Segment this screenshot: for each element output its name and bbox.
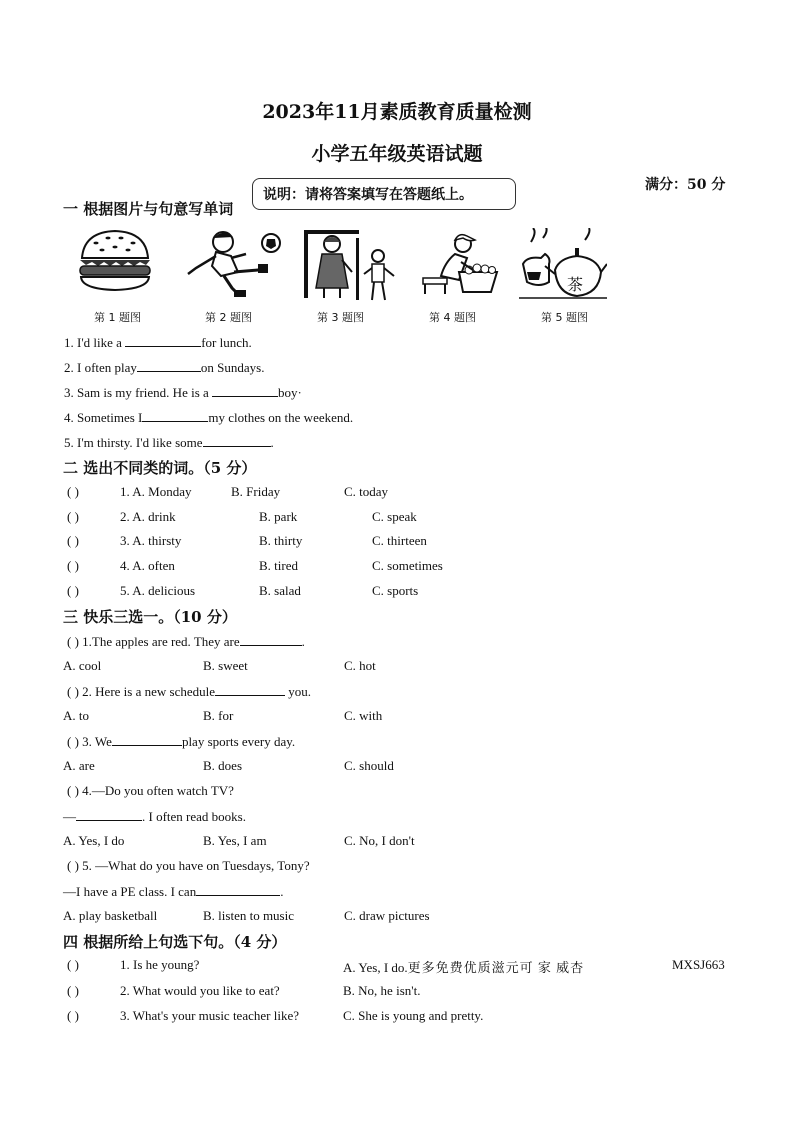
answer-paren[interactable]: ( ) bbox=[67, 983, 79, 998]
answer-blank[interactable] bbox=[112, 733, 182, 746]
option-a: 5. A. delicious bbox=[120, 583, 196, 598]
s4-answer-a bbox=[343, 957, 584, 976]
answer-paren[interactable]: ( ) bbox=[67, 634, 79, 649]
s3-question-2 bbox=[67, 683, 311, 700]
option-c: C. today bbox=[344, 484, 389, 499]
section2-heading: 二 选出不同类的词。（5 分） bbox=[63, 459, 257, 477]
option-b: B. salad bbox=[259, 583, 301, 598]
answer-blank[interactable] bbox=[240, 633, 302, 646]
s3-q1-text-end: . bbox=[301, 634, 305, 649]
s1-q3-text-a: 3. Sam is my friend. He is a bbox=[64, 385, 209, 400]
s4-q1-text: 1. Is he young? bbox=[120, 957, 200, 972]
option-b: B. for bbox=[203, 708, 234, 723]
total-score: 满分：50 分 bbox=[645, 177, 726, 193]
answer-paren[interactable]: ( ) bbox=[67, 684, 79, 699]
s1-q5-text-b: . bbox=[270, 435, 274, 450]
s3-q5-text-b: —I have a PE class. I can bbox=[63, 884, 197, 899]
option-a: 3. A. thirsty bbox=[120, 533, 182, 548]
option-a: A. Yes, I do bbox=[63, 833, 125, 848]
washing-clothes-icon bbox=[417, 232, 503, 300]
notice-text: 说明：请将答案填写在答题纸上。 bbox=[263, 187, 473, 203]
s1-question-3 bbox=[64, 384, 302, 401]
s4-q2-text: 2. What would you like to eat? bbox=[120, 983, 280, 998]
caption-picture-4: 第 4 题图 bbox=[429, 311, 476, 324]
answer-paren[interactable]: ( ) bbox=[67, 533, 79, 548]
caption-picture-2: 第 2 题图 bbox=[205, 311, 252, 324]
option-c: C. hot bbox=[344, 658, 376, 673]
option-c: C. sports bbox=[372, 583, 419, 598]
teapot-icon bbox=[519, 228, 607, 302]
s3-question-5-line2 bbox=[63, 883, 283, 900]
s3-q4-text: 4.—Do you often watch TV? bbox=[82, 783, 234, 798]
s4-q3-text: 3. What's your music teacher like? bbox=[120, 1008, 299, 1023]
svg-text:茶: 茶 bbox=[567, 275, 584, 294]
s1-q1-text-b: for lunch. bbox=[201, 335, 252, 350]
caption-picture-5: 第 5 题图 bbox=[541, 311, 588, 324]
option-c: C. draw pictures bbox=[344, 908, 430, 923]
answer-paren[interactable]: ( ) bbox=[67, 509, 79, 524]
s3-question-4-line2 bbox=[63, 808, 246, 825]
answer-paren[interactable]: ( ) bbox=[67, 583, 79, 598]
s3-q1-text: 1.The apples are red. They are bbox=[82, 634, 240, 649]
option-b: B. park bbox=[259, 509, 298, 524]
section3-heading: 三 快乐三选一。（10 分） bbox=[63, 608, 237, 626]
answer-paren[interactable]: ( ) bbox=[67, 484, 79, 499]
option-c: C. thirteen bbox=[372, 533, 427, 548]
s1-q3-text-b: boy· bbox=[278, 385, 302, 400]
s1-q5-text-a: 5. I'm thirsty. I'd like some bbox=[64, 435, 203, 450]
answer-paren[interactable]: ( ) bbox=[67, 1008, 79, 1023]
option-b: B. tired bbox=[259, 558, 298, 573]
answer-paren[interactable]: ( ) bbox=[67, 783, 79, 798]
option-a: 4. A. often bbox=[120, 558, 175, 573]
s1-q1-text-a: 1. I'd like a bbox=[64, 335, 122, 350]
answer-blank[interactable] bbox=[125, 334, 201, 347]
s3-q5-text: 5. —What do you have on Tuesdays, Tony? bbox=[82, 858, 310, 873]
answer-paren[interactable]: ( ) bbox=[67, 957, 79, 972]
option-c: C. No, I don't bbox=[344, 833, 415, 848]
soccer-kick-icon bbox=[176, 228, 288, 300]
exam-title: 2023年11月素质教育质量检测 bbox=[262, 101, 532, 123]
option-c: C. speak bbox=[372, 509, 417, 524]
option-b: B. Friday bbox=[231, 484, 281, 499]
s4-answer-b: B. No, he isn't. bbox=[343, 983, 421, 998]
option-b: B. thirty bbox=[259, 533, 303, 548]
doc-code: MXSJ663 bbox=[672, 957, 725, 972]
answer-paren[interactable]: ( ) bbox=[67, 858, 79, 873]
option-b: B. Yes, I am bbox=[203, 833, 267, 848]
s1-q4-text-a: 4. Sometimes I bbox=[64, 410, 143, 425]
s3-question-5 bbox=[67, 858, 310, 874]
answer-blank[interactable] bbox=[137, 359, 201, 372]
old-lady-child-icon bbox=[302, 228, 398, 302]
s3-q2-text: 2. Here is a new schedule bbox=[82, 684, 216, 699]
hamburger-icon bbox=[76, 228, 154, 292]
option-a: 2. A. drink bbox=[120, 509, 176, 524]
s3-question-4 bbox=[67, 783, 234, 799]
option-a: A. cool bbox=[63, 658, 102, 673]
option-a: A. play basketball bbox=[63, 908, 158, 923]
s1-q2-text-a: 2. I often play bbox=[64, 360, 137, 375]
s3-q2-text-end: you. bbox=[288, 684, 312, 699]
s3-q4-text-end: . I often read books. bbox=[142, 809, 246, 824]
s3-question-1 bbox=[67, 633, 305, 650]
option-b: B. listen to music bbox=[203, 908, 294, 923]
s4-answer-a-text: A. Yes, I do. bbox=[343, 960, 408, 975]
caption-picture-3: 第 3 题图 bbox=[317, 311, 364, 324]
s4-answer-c: C. She is young and pretty. bbox=[343, 1008, 484, 1023]
s3-q4-dash: — bbox=[63, 809, 76, 824]
section1-heading: 一 根据图片与句意写单词 bbox=[63, 200, 234, 218]
answer-blank[interactable] bbox=[142, 409, 208, 422]
s3-q3-text: 3. We bbox=[82, 734, 112, 749]
watermark-note: 更多免费优质滋元可 家 威杏 bbox=[407, 960, 585, 975]
notice-box bbox=[252, 178, 516, 210]
section4-heading: 四 根据所给上句选下句。（4 分） bbox=[63, 933, 287, 951]
s1-question-2 bbox=[64, 359, 264, 376]
s3-question-3 bbox=[67, 733, 295, 750]
option-b: B. sweet bbox=[203, 658, 248, 673]
s1-question-5 bbox=[64, 434, 274, 451]
exam-subtitle: 小学五年级英语试题 bbox=[311, 143, 483, 165]
answer-paren[interactable]: ( ) bbox=[67, 558, 79, 573]
s3-q5-text-end: . bbox=[280, 884, 284, 899]
answer-blank[interactable] bbox=[203, 434, 271, 447]
answer-blank[interactable] bbox=[215, 683, 285, 696]
option-c: C. with bbox=[344, 708, 383, 723]
s1-question-4 bbox=[64, 409, 353, 426]
answer-blank[interactable] bbox=[76, 808, 142, 821]
option-b: B. does bbox=[203, 758, 242, 773]
option-a: A. to bbox=[63, 708, 89, 723]
answer-blank[interactable] bbox=[196, 883, 280, 896]
s1-q2-text-b: on Sundays. bbox=[200, 360, 265, 375]
answer-paren[interactable]: ( ) bbox=[67, 734, 79, 749]
option-a: A. are bbox=[63, 758, 95, 773]
option-a: 1. A. Monday bbox=[120, 484, 192, 499]
answer-blank[interactable] bbox=[212, 384, 278, 397]
s3-q3-text-end: play sports every day. bbox=[181, 734, 296, 749]
caption-picture-1: 第 1 题图 bbox=[94, 311, 141, 324]
option-c: C. sometimes bbox=[372, 558, 443, 573]
s1-question-1 bbox=[64, 334, 252, 351]
option-c: C. should bbox=[344, 758, 394, 773]
s1-q4-text-b: my clothes on the weekend. bbox=[208, 410, 354, 425]
